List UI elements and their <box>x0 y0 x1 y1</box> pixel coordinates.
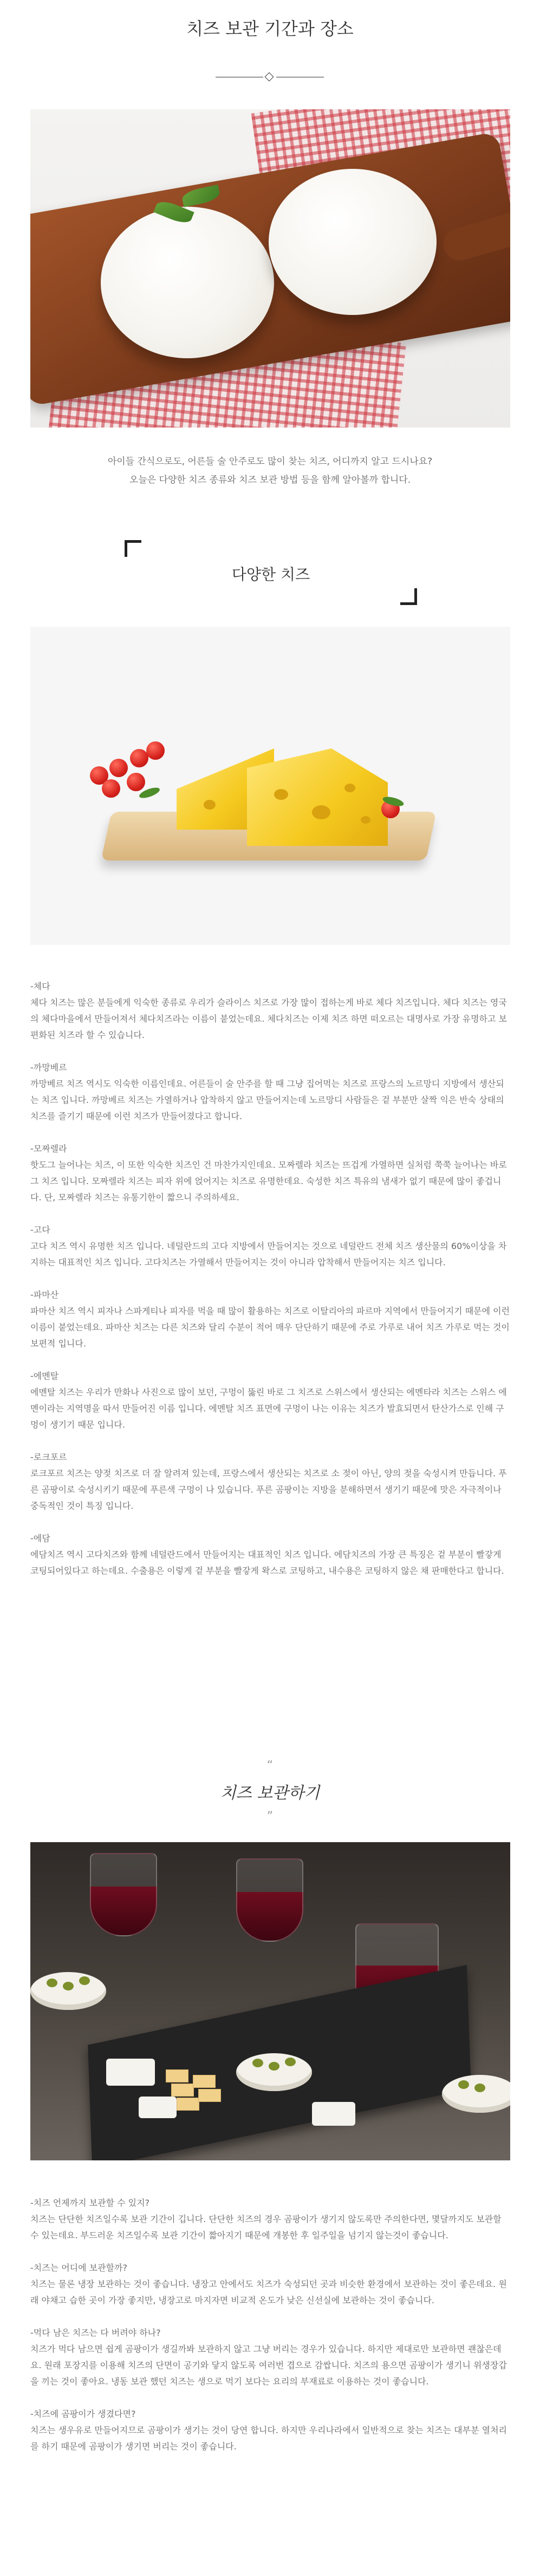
storage-answer: 치즈는 단단한 치즈일수록 보관 기간이 깁니다. 단단한 치즈의 경우 곰팡이가 생기지 않도록만 주의한다면, 몇달까지도 보관할 수 있는데요. 부드러운 치즈일수록 보관 기간이 짧아지기 때문에 개봉한 후 일주일을 넘기지 않는것이 좋습니다. <box>30 2214 502 2240</box>
cheese-name: -고다 <box>30 1225 50 1235</box>
cheese-name: -모짜렐라 <box>30 1144 67 1154</box>
cheese-description: 파마산 치즈 역시 피자나 스파게티나 피자를 먹을 때 많이 활용하는 치즈로 이탈리아의 파르마 지역에서 만들어지기 때문에 이런 이름이 붙었는데요. 파마산 치즈는 다른 치즈와 달리 수분이 적어 매우 단단하기 때문에 주로 가루로 내어 치즈 가루로 먹는 것이 보편적 입니다. <box>30 1306 510 1349</box>
camembert-photo <box>30 109 510 428</box>
cheese-list <box>30 978 510 1595</box>
olive <box>79 1976 90 1985</box>
cheese-entry-camembert <box>30 1060 510 1125</box>
olive-bowl <box>442 2075 510 2113</box>
cheese-name: -에멘탈 <box>30 1371 59 1381</box>
cheese-entry-mozzarella <box>30 1141 510 1206</box>
cheese-entry-parmesan <box>30 1287 510 1352</box>
section-heading-storage <box>0 1760 540 1823</box>
yellow-cheese-photo <box>30 627 510 945</box>
brie-slice <box>139 2097 177 2118</box>
cheese-description: 에담치즈 역시 고다치즈와 함께 네덜란드에서 만들어지는 대표적인 치즈 입니다. 에담치즈의 가장 큰 특징은 겉 부분이 빨갛게 코팅되어있다고 하는데요. 수출용은 이렇게 겉 부분을 빨갛게 왁스로 코팅하고, 내수용은 코팅하지 않은 채 판매한다고 합니다. <box>30 1549 504 1576</box>
storage-question: -치즈는 어디에 보관할까? <box>30 2263 127 2273</box>
cheese-wedge <box>247 748 388 846</box>
wine-glass <box>90 1853 157 1936</box>
title-divider <box>216 74 324 81</box>
storage-answer: 치즈는 물론 냉장 보관하는 것이 좋습니다. 냉장고 안에서도 치즈가 숙성되던 곳과 비슷한 환경에서 보관하는 것이 좋은데요. 원래 야채고 습한 곳이 가장 좋지만, 냉장고로 마지자면 비교적 온도가 낮은 신선실에 보관하는 것이 좋습니다. <box>30 2279 507 2305</box>
corner-bracket-bottom-right <box>400 588 417 605</box>
storage-entry <box>30 2406 510 2455</box>
section-title: 치즈 보관하기 <box>220 1784 320 1803</box>
cheese-hole <box>312 805 330 819</box>
corner-bracket-top-left <box>125 540 141 557</box>
olive <box>474 2084 485 2092</box>
cheese-hole <box>344 784 355 792</box>
cheese-description: 로크포르 치즈는 양젖 치즈로 더 잘 알려져 있는데, 프랑스에서 생산되는 치즈로 소 젖이 아닌, 양의 젖을 숙성시켜 만듭니다. 푸른 곰팡이로 숙성시키기 때문에 푸른색 구멍이 나 있습니다. 푸른 곰팡이는 지방을 분해하면서 생기기 때문에 맛은 자극적이나 중독적인 것이 특징 입니다. <box>30 1468 507 1511</box>
storage-entry <box>30 2260 510 2309</box>
cheese-entry-edam <box>30 1530 510 1579</box>
cherry-tomato <box>130 749 148 767</box>
section-heading-varieties <box>125 540 417 605</box>
cheese-entry-gouda <box>30 1222 510 1271</box>
cherry-tomato <box>146 741 165 760</box>
olive <box>252 2059 263 2067</box>
storage-answer: 치즈는 생우유로 만들어지므로 곰팡이가 생기는 것이 당연 합니다. 하지만 우리나라에서 일반적으로 찾는 치즈는 대부분 열처리를 하기 때문에 곰팡이가 생기면 버리는 것이 좋습니다. <box>30 2425 508 2452</box>
cheese-description: 까망베르 치즈 역시도 익숙한 이름인데요. 어른들이 술 안주를 할 때 그냥 집어먹는 치즈로 프랑스의 노르망디 지방에서 생산되는 치즈 입니다. 까망베르 치즈는 가열하거나 압착하지 않고 만들어지는데 노르망디 사람들은 겉 부분만 살짝 익은 반숙 상태의 치즈를 즐기기 때문에 이런 치즈가 만들어졌다고 합니다. <box>30 1079 504 1121</box>
cheese-description: 핫도그 늘어나는 치즈, 이 또한 익숙한 치즈인 건 마찬가지인데요. 모짜렐라 치즈는 뜨겁게 가열하면 실처럼 쭉쭉 늘어나는 바로 그 치즈 입니다. 모짜렐라 치즈는 피자 위에 얹어지는 치즈로 유명한데요. 숙성한 치즈 특유의 냄새가 없기 때문에 많이 좋겁니다. 단, 모짜렐라 치즈는 유통기한이 짧으니 주의하세요. <box>30 1160 507 1202</box>
storage-answer: 치즈가 먹다 남으면 쉽게 곰팡이가 생길까봐 보관하지 않고 그냥 버리는 경우가 있습니다. 하지만 제대로만 보관하면 괜찮은데요. 원래 포장지를 이용해 치즈의 단면이 공기와 닿지 않도록 여러번 겹으로 감쌉니다. 치즈의 용으면 곰팡이가 생기니 위생장갑을 끼는 것이 좋아요. 냉동 보관 했던 치즈는 생으로 먹기 보다는 요리의 부재료로 이용하는 것이 좋습니다. <box>30 2344 507 2387</box>
cheese-hole <box>274 789 288 800</box>
olive-bowl <box>236 2053 312 2091</box>
cheese-entry-roquefort <box>30 1449 510 1514</box>
storage-entry <box>30 2195 510 2244</box>
cheese-name: -로크포르 <box>30 1452 67 1462</box>
olive <box>269 2062 279 2071</box>
storage-question: -치즈 언제까지 보관할 수 있지? <box>30 2198 150 2208</box>
section-title: 다양한 치즈 <box>231 566 310 583</box>
cheese-description: 에멘탈 치즈는 우리가 만화나 사진으로 많이 보던, 구멍이 뚫린 바로 그 치즈로 스위스에서 생산되는 에멘타라 치즈는 스위스 에멘이라는 지역명을 따서 만들어진 이름 입니다. 에멘탈 치즈 표면에 구멍이 나는 이유는 치즈가 발효되면서 탄산가스로 인해 구멍이 생기기 때문 입니다. <box>30 1387 507 1430</box>
cheese-name: -까망베르 <box>30 1062 67 1073</box>
storage-question: -치즈에 곰팡이가 생겼다면? <box>30 2409 136 2419</box>
quote-open-icon: “ <box>266 1759 274 1772</box>
cherry-tomato <box>102 779 120 798</box>
cheese-name: -파마산 <box>30 1290 59 1300</box>
brie-slice <box>312 2102 355 2126</box>
storage-question: -먹다 남은 치즈는 다 버려야 하나? <box>30 2328 161 2338</box>
intro-line: 아이들 간식으로도, 어른들 술 안주로도 많이 찾는 치즈, 어디까지 알고 드시나요? <box>107 456 433 467</box>
cheese-cube <box>166 2069 188 2082</box>
cheese-cube <box>193 2075 216 2088</box>
cheese-hole <box>361 816 370 824</box>
olive <box>47 1979 57 1987</box>
brie-slice <box>106 2059 155 2086</box>
intro-text <box>0 452 540 489</box>
cherry-tomato <box>127 773 145 791</box>
cheese-name: -에담 <box>30 1533 50 1543</box>
cheese-entry-cheddar <box>30 978 510 1043</box>
cheese-description: 체다 치즈는 많은 분들에게 익숙한 종류로 우리가 슬라이스 치즈로 가장 많이 접하는게 바로 체다 치즈입니다. 체다 치즈는 영국의 체다마을에서 만들어져서 체다치즈라는 이름이 붙었는데요. 체다치즈는 이제 치즈 하면 떠오르는 대명사로 가장 유명하고 보편화된 치즈라 할 수 있습니다. <box>30 997 508 1040</box>
storage-list <box>30 2195 510 2471</box>
cherry-tomato <box>109 759 128 777</box>
camembert-wheel <box>269 169 437 315</box>
wine-cheese-photo <box>30 1842 510 2160</box>
olive <box>63 1982 74 1990</box>
storage-entry <box>30 2325 510 2390</box>
camembert-wheel <box>101 207 274 358</box>
diamond-icon <box>265 73 274 82</box>
cheese-description: 고다 치즈 역시 유명한 치즈 입니다. 네덜란드의 고다 지방에서 만들어지는 것으로 네덜란드 전체 치즈 생산물의 60%이상을 차지하는 대표적인 치즈 입니다. 고다치즈는 가열해서 만들어지는 것이 아니라 압착해서 만들어지는 치즈 입니다. <box>30 1241 507 1267</box>
cheese-name: -체다 <box>30 981 50 991</box>
cheese-hole <box>204 800 216 810</box>
intro-line: 오늘은 다양한 치즈 종류와 치즈 보관 방법 등을 함께 알아볼까 합니다. <box>129 475 411 485</box>
olive-bowl <box>30 1972 106 2010</box>
page-title: 치즈 보관 기간과 장소 <box>186 18 354 39</box>
quote-close-icon: ” <box>266 1810 274 1823</box>
olive <box>458 2080 469 2089</box>
wine-glass <box>236 1858 303 1942</box>
olive <box>285 2058 296 2066</box>
cheese-entry-emmental <box>30 1368 510 1433</box>
cheese-cube <box>177 2098 199 2111</box>
cheese-cube <box>198 2089 221 2102</box>
cheese-cube <box>171 2084 194 2097</box>
